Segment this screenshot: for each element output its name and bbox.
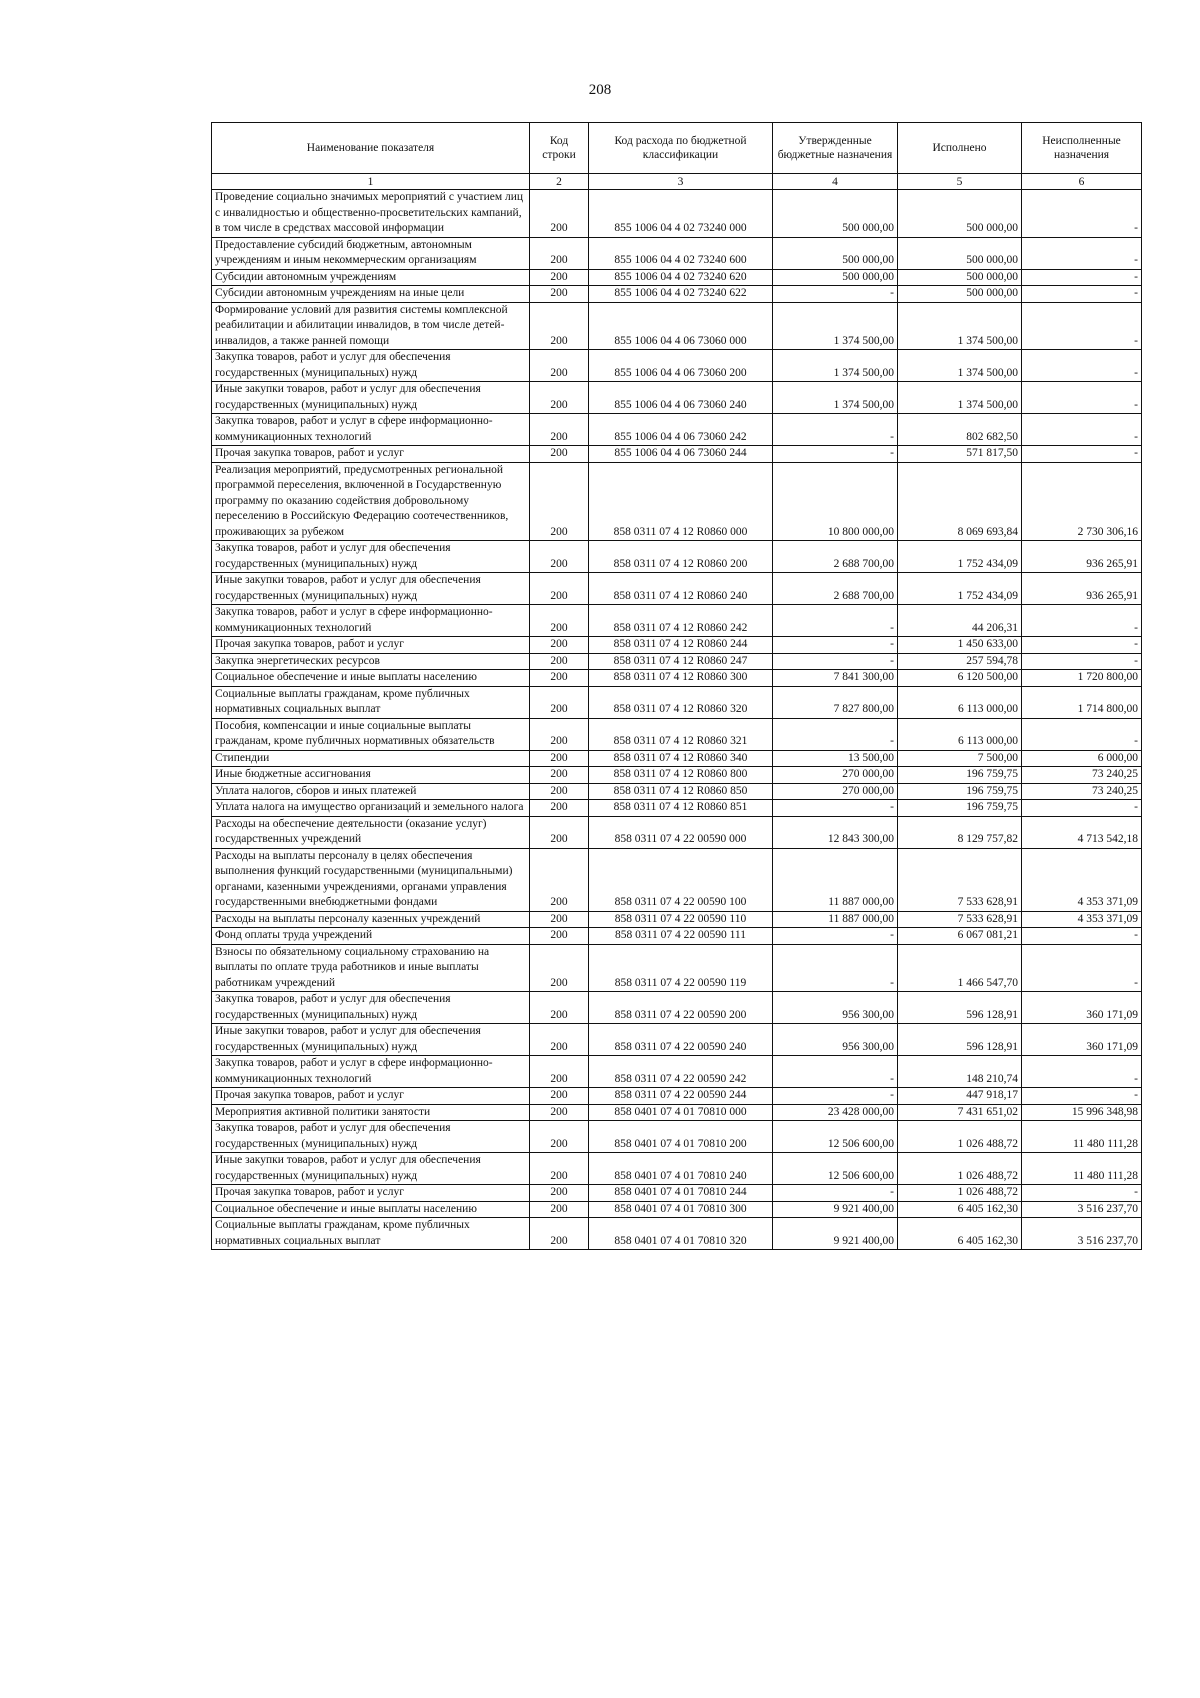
line-code: 200 (530, 1218, 589, 1250)
approved-amount: - (773, 1056, 898, 1088)
line-code: 200 (530, 414, 589, 446)
column-number: 6 (1022, 174, 1142, 190)
unexecuted-amount: - (1022, 350, 1142, 382)
unexecuted-amount: 4 713 542,18 (1022, 816, 1142, 848)
unexecuted-amount: 6 000,00 (1022, 750, 1142, 767)
executed-amount: 596 128,91 (898, 992, 1022, 1024)
table-row (212, 1056, 1142, 1088)
column-number: 2 (530, 174, 589, 190)
header-unexecuted: Неисполненные назначения (1022, 123, 1142, 174)
table-row (212, 1153, 1142, 1185)
line-code: 200 (530, 605, 589, 637)
approved-amount: 9 921 400,00 (773, 1201, 898, 1218)
indicator-name: Иные закупки товаров, работ и услуг для обеспечения государственных (муниципальных) нужд (212, 1024, 530, 1056)
unexecuted-amount: - (1022, 800, 1142, 817)
indicator-name: Проведение социально значимых мероприятий с участием лиц с инвалидностью и общественно-просветительских кампаний, в том числе в средствах массовой информации (212, 190, 530, 238)
indicator-name: Субсидии автономным учреждениям (212, 269, 530, 286)
budget-code: 858 0311 07 4 12 R0860 300 (589, 670, 773, 687)
executed-amount: 500 000,00 (898, 269, 1022, 286)
approved-amount: 1 374 500,00 (773, 350, 898, 382)
executed-amount: 6 067 081,21 (898, 928, 1022, 945)
line-code: 200 (530, 783, 589, 800)
approved-amount: 10 800 000,00 (773, 462, 898, 541)
budget-code: 855 1006 04 4 06 73060 200 (589, 350, 773, 382)
unexecuted-amount: - (1022, 446, 1142, 463)
executed-amount: 447 918,17 (898, 1088, 1022, 1105)
line-code: 200 (530, 1104, 589, 1121)
table-row (212, 767, 1142, 784)
unexecuted-amount: 4 353 371,09 (1022, 911, 1142, 928)
executed-amount: 257 594,78 (898, 653, 1022, 670)
executed-amount: 1 450 633,00 (898, 637, 1022, 654)
budget-code: 858 0311 07 4 22 00590 240 (589, 1024, 773, 1056)
budget-execution-table (211, 122, 1142, 1250)
executed-amount: 8 069 693,84 (898, 462, 1022, 541)
table-row (212, 670, 1142, 687)
table-row (212, 637, 1142, 654)
approved-amount: - (773, 718, 898, 750)
indicator-name: Пособия, компенсации и иные социальные выплаты гражданам, кроме публичных нормативных обязательств (212, 718, 530, 750)
approved-amount: - (773, 928, 898, 945)
indicator-name: Расходы на выплаты персоналу казенных учреждений (212, 911, 530, 928)
table-row (212, 1121, 1142, 1153)
table-row (212, 382, 1142, 414)
approved-amount: - (773, 605, 898, 637)
line-code: 200 (530, 767, 589, 784)
budget-code: 858 0311 07 4 22 00590 000 (589, 816, 773, 848)
indicator-name: Расходы на выплаты персоналу в целях обеспечения выполнения функций государственными (муниципальными) органами, казенными учреждениями, органами управления государственными внебюджетными фондами (212, 848, 530, 911)
table-row (212, 541, 1142, 573)
table-row (212, 446, 1142, 463)
table-row (212, 944, 1142, 992)
line-code: 200 (530, 1121, 589, 1153)
approved-amount: 2 688 700,00 (773, 573, 898, 605)
unexecuted-amount: 15 996 348,98 (1022, 1104, 1142, 1121)
line-code: 200 (530, 382, 589, 414)
approved-amount: 2 688 700,00 (773, 541, 898, 573)
line-code: 200 (530, 1153, 589, 1185)
indicator-name: Закупка товаров, работ и услуг для обеспечения государственных (муниципальных) нужд (212, 541, 530, 573)
line-code: 200 (530, 573, 589, 605)
header-budget-code: Код расхода по бюджетной классификации (589, 123, 773, 174)
executed-amount: 1 752 434,09 (898, 541, 1022, 573)
table-row (212, 783, 1142, 800)
approved-amount: - (773, 1088, 898, 1105)
executed-amount: 6 113 000,00 (898, 718, 1022, 750)
table-row (212, 269, 1142, 286)
executed-amount: 500 000,00 (898, 286, 1022, 303)
line-code: 200 (530, 237, 589, 269)
budget-code: 858 0311 07 4 22 00590 244 (589, 1088, 773, 1105)
unexecuted-amount: - (1022, 1088, 1142, 1105)
indicator-name: Иные закупки товаров, работ и услуг для обеспечения государственных (муниципальных) нужд (212, 382, 530, 414)
indicator-name: Закупка товаров, работ и услуг для обеспечения государственных (муниципальных) нужд (212, 992, 530, 1024)
table-row (212, 992, 1142, 1024)
table-row (212, 573, 1142, 605)
budget-code: 858 0311 07 4 12 R0860 340 (589, 750, 773, 767)
line-code: 200 (530, 637, 589, 654)
approved-amount: 270 000,00 (773, 783, 898, 800)
unexecuted-amount: - (1022, 718, 1142, 750)
budget-code: 855 1006 04 4 02 73240 600 (589, 237, 773, 269)
header-executed: Исполнено (898, 123, 1022, 174)
table-row (212, 1088, 1142, 1105)
table-row (212, 1201, 1142, 1218)
budget-code: 858 0311 07 4 12 R0860 851 (589, 800, 773, 817)
indicator-name: Социальные выплаты гражданам, кроме публичных нормативных социальных выплат (212, 1218, 530, 1250)
indicator-name: Закупка товаров, работ и услуг для обеспечения государственных (муниципальных) нужд (212, 1121, 530, 1153)
header-line-code: Код строки (530, 123, 589, 174)
unexecuted-amount: 4 353 371,09 (1022, 848, 1142, 911)
budget-code: 858 0401 07 4 01 70810 244 (589, 1185, 773, 1202)
table-row (212, 848, 1142, 911)
unexecuted-amount: - (1022, 653, 1142, 670)
executed-amount: 196 759,75 (898, 783, 1022, 800)
approved-amount: 12 506 600,00 (773, 1121, 898, 1153)
table-row (212, 1104, 1142, 1121)
indicator-name: Прочая закупка товаров, работ и услуг (212, 637, 530, 654)
executed-amount: 500 000,00 (898, 190, 1022, 238)
line-code: 200 (530, 1088, 589, 1105)
approved-amount: 11 887 000,00 (773, 911, 898, 928)
budget-code: 858 0311 07 4 12 R0860 244 (589, 637, 773, 654)
approved-amount: 11 887 000,00 (773, 848, 898, 911)
line-code: 200 (530, 653, 589, 670)
executed-amount: 7 500,00 (898, 750, 1022, 767)
indicator-name: Социальное обеспечение и иные выплаты населению (212, 1201, 530, 1218)
column-number-row (212, 174, 1142, 190)
unexecuted-amount: - (1022, 382, 1142, 414)
approved-amount: - (773, 414, 898, 446)
executed-amount: 6 405 162,30 (898, 1201, 1022, 1218)
table-row (212, 928, 1142, 945)
executed-amount: 7 533 628,91 (898, 848, 1022, 911)
table-row (212, 653, 1142, 670)
indicator-name: Взносы по обязательному социальному страхованию на выплаты по оплате труда работников и иные выплаты работникам учреждений (212, 944, 530, 992)
budget-code: 858 0311 07 4 12 R0860 247 (589, 653, 773, 670)
indicator-name: Фонд оплаты труда учреждений (212, 928, 530, 945)
executed-amount: 1 374 500,00 (898, 382, 1022, 414)
unexecuted-amount: - (1022, 269, 1142, 286)
budget-code: 855 1006 04 4 06 73060 244 (589, 446, 773, 463)
budget-code: 858 0311 07 4 12 R0860 200 (589, 541, 773, 573)
budget-code: 858 0311 07 4 12 R0860 800 (589, 767, 773, 784)
approved-amount: 12 506 600,00 (773, 1153, 898, 1185)
budget-code: 858 0311 07 4 12 R0860 850 (589, 783, 773, 800)
budget-code: 855 1006 04 4 02 73240 620 (589, 269, 773, 286)
approved-amount: - (773, 446, 898, 463)
indicator-name: Закупка энергетических ресурсов (212, 653, 530, 670)
unexecuted-amount: - (1022, 286, 1142, 303)
approved-amount: 1 374 500,00 (773, 302, 898, 350)
approved-amount: - (773, 800, 898, 817)
approved-amount: 7 841 300,00 (773, 670, 898, 687)
executed-amount: 500 000,00 (898, 237, 1022, 269)
line-code: 200 (530, 350, 589, 382)
header-approved: Утвержденные бюджетные назначения (773, 123, 898, 174)
table-row (212, 800, 1142, 817)
table-row (212, 605, 1142, 637)
executed-amount: 1 026 488,72 (898, 1185, 1022, 1202)
unexecuted-amount: 73 240,25 (1022, 783, 1142, 800)
unexecuted-amount: 2 730 306,16 (1022, 462, 1142, 541)
indicator-name: Закупка товаров, работ и услуг в сфере информационно-коммуникационных технологий (212, 1056, 530, 1088)
budget-code: 858 0311 07 4 22 00590 119 (589, 944, 773, 992)
indicator-name: Прочая закупка товаров, работ и услуг (212, 1088, 530, 1105)
unexecuted-amount: 936 265,91 (1022, 541, 1142, 573)
table-row (212, 414, 1142, 446)
line-code: 200 (530, 302, 589, 350)
unexecuted-amount: - (1022, 1056, 1142, 1088)
unexecuted-amount: 360 171,09 (1022, 992, 1142, 1024)
line-code: 200 (530, 541, 589, 573)
executed-amount: 196 759,75 (898, 767, 1022, 784)
indicator-name: Расходы на обеспечение деятельности (оказание услуг) государственных учреждений (212, 816, 530, 848)
approved-amount: 1 374 500,00 (773, 382, 898, 414)
indicator-name: Предоставление субсидий бюджетным, автономным учреждениям и иным некоммерческим организациям (212, 237, 530, 269)
budget-code: 858 0311 07 4 12 R0860 321 (589, 718, 773, 750)
indicator-name: Иные закупки товаров, работ и услуг для обеспечения государственных (муниципальных) нужд (212, 1153, 530, 1185)
indicator-name: Закупка товаров, работ и услуг в сфере информационно-коммуникационных технологий (212, 414, 530, 446)
executed-amount: 44 206,31 (898, 605, 1022, 637)
unexecuted-amount: - (1022, 414, 1142, 446)
approved-amount: - (773, 944, 898, 992)
unexecuted-amount: 11 480 111,28 (1022, 1121, 1142, 1153)
executed-amount: 148 210,74 (898, 1056, 1022, 1088)
executed-amount: 1 466 547,70 (898, 944, 1022, 992)
table-row (212, 718, 1142, 750)
table-row (212, 1218, 1142, 1250)
budget-code: 858 0311 07 4 12 R0860 000 (589, 462, 773, 541)
budget-code: 858 0311 07 4 22 00590 100 (589, 848, 773, 911)
indicator-name: Уплата налогов, сборов и иных платежей (212, 783, 530, 800)
unexecuted-amount: 360 171,09 (1022, 1024, 1142, 1056)
approved-amount: - (773, 637, 898, 654)
indicator-name: Иные бюджетные ассигнования (212, 767, 530, 784)
table-row (212, 286, 1142, 303)
approved-amount: - (773, 1185, 898, 1202)
line-code: 200 (530, 686, 589, 718)
indicator-name: Прочая закупка товаров, работ и услуг (212, 446, 530, 463)
table-row (212, 816, 1142, 848)
executed-amount: 6 113 000,00 (898, 686, 1022, 718)
executed-amount: 7 533 628,91 (898, 911, 1022, 928)
budget-code: 858 0311 07 4 22 00590 110 (589, 911, 773, 928)
table-row (212, 302, 1142, 350)
executed-amount: 1 026 488,72 (898, 1153, 1022, 1185)
executed-amount: 571 817,50 (898, 446, 1022, 463)
budget-code: 858 0401 07 4 01 70810 240 (589, 1153, 773, 1185)
page-number: 208 (588, 82, 612, 98)
budget-code: 855 1006 04 4 06 73060 242 (589, 414, 773, 446)
unexecuted-amount: - (1022, 944, 1142, 992)
approved-amount: 23 428 000,00 (773, 1104, 898, 1121)
budget-code: 858 0311 07 4 12 R0860 242 (589, 605, 773, 637)
line-code: 200 (530, 800, 589, 817)
unexecuted-amount: - (1022, 605, 1142, 637)
column-number: 1 (212, 174, 530, 190)
unexecuted-amount: 1 720 800,00 (1022, 670, 1142, 687)
unexecuted-amount: - (1022, 237, 1142, 269)
table-row (212, 686, 1142, 718)
line-code: 200 (530, 462, 589, 541)
line-code: 200 (530, 992, 589, 1024)
unexecuted-amount: 11 480 111,28 (1022, 1153, 1142, 1185)
table-row (212, 190, 1142, 238)
executed-amount: 6 405 162,30 (898, 1218, 1022, 1250)
table-row (212, 1185, 1142, 1202)
approved-amount: 500 000,00 (773, 190, 898, 238)
approved-amount: 270 000,00 (773, 767, 898, 784)
executed-amount: 1 374 500,00 (898, 350, 1022, 382)
executed-amount: 196 759,75 (898, 800, 1022, 817)
indicator-name: Мероприятия активной политики занятости (212, 1104, 530, 1121)
approved-amount: 956 300,00 (773, 992, 898, 1024)
indicator-name: Социальные выплаты гражданам, кроме публичных нормативных социальных выплат (212, 686, 530, 718)
indicator-name: Субсидии автономным учреждениям на иные цели (212, 286, 530, 303)
line-code: 200 (530, 286, 589, 303)
budget-code: 858 0311 07 4 22 00590 200 (589, 992, 773, 1024)
unexecuted-amount: 936 265,91 (1022, 573, 1142, 605)
column-number: 5 (898, 174, 1022, 190)
indicator-name: Социальное обеспечение и иные выплаты населению (212, 670, 530, 687)
budget-code: 858 0401 07 4 01 70810 000 (589, 1104, 773, 1121)
table-row (212, 1024, 1142, 1056)
line-code: 200 (530, 928, 589, 945)
line-code: 200 (530, 1024, 589, 1056)
indicator-name: Реализация мероприятий, предусмотренных региональной программой переселения, включенной в Государственную программу по оказанию содействия добровольному переселению в Российскую Федерацию соотечественников, проживающих за рубежом (212, 462, 530, 541)
unexecuted-amount: 1 714 800,00 (1022, 686, 1142, 718)
header-name: Наименование показателя (212, 123, 530, 174)
budget-code: 855 1006 04 4 06 73060 000 (589, 302, 773, 350)
indicator-name: Прочая закупка товаров, работ и услуг (212, 1185, 530, 1202)
indicator-name: Формирование условий для развития системы комплексной реабилитации и абилитации инвалидов, в том числе детей-инвалидов, а также ранней помощи (212, 302, 530, 350)
executed-amount: 802 682,50 (898, 414, 1022, 446)
line-code: 200 (530, 848, 589, 911)
executed-amount: 1 752 434,09 (898, 573, 1022, 605)
unexecuted-amount: 3 516 237,70 (1022, 1218, 1142, 1250)
approved-amount: 7 827 800,00 (773, 686, 898, 718)
unexecuted-amount: - (1022, 302, 1142, 350)
line-code: 200 (530, 1185, 589, 1202)
column-number: 3 (589, 174, 773, 190)
indicator-name: Стипендии (212, 750, 530, 767)
table-row (212, 462, 1142, 541)
budget-code: 858 0401 07 4 01 70810 320 (589, 1218, 773, 1250)
line-code: 200 (530, 670, 589, 687)
line-code: 200 (530, 190, 589, 238)
table-row (212, 911, 1142, 928)
approved-amount: - (773, 653, 898, 670)
unexecuted-amount: - (1022, 928, 1142, 945)
approved-amount: 13 500,00 (773, 750, 898, 767)
line-code: 200 (530, 446, 589, 463)
table-body (212, 190, 1142, 1250)
indicator-name: Закупка товаров, работ и услуг для обеспечения государственных (муниципальных) нужд (212, 350, 530, 382)
line-code: 200 (530, 750, 589, 767)
table-row (212, 750, 1142, 767)
approved-amount: 500 000,00 (773, 269, 898, 286)
budget-code: 855 1006 04 4 02 73240 622 (589, 286, 773, 303)
approved-amount: 12 843 300,00 (773, 816, 898, 848)
budget-code: 858 0311 07 4 12 R0860 240 (589, 573, 773, 605)
line-code: 200 (530, 816, 589, 848)
approved-amount: 956 300,00 (773, 1024, 898, 1056)
budget-code: 855 1006 04 4 06 73060 240 (589, 382, 773, 414)
column-number: 4 (773, 174, 898, 190)
executed-amount: 1 374 500,00 (898, 302, 1022, 350)
executed-amount: 596 128,91 (898, 1024, 1022, 1056)
unexecuted-amount: 73 240,25 (1022, 767, 1142, 784)
budget-code: 855 1006 04 4 02 73240 000 (589, 190, 773, 238)
unexecuted-amount: 3 516 237,70 (1022, 1201, 1142, 1218)
approved-amount: 9 921 400,00 (773, 1218, 898, 1250)
executed-amount: 8 129 757,82 (898, 816, 1022, 848)
approved-amount: - (773, 286, 898, 303)
line-code: 200 (530, 911, 589, 928)
indicator-name: Иные закупки товаров, работ и услуг для обеспечения государственных (муниципальных) нужд (212, 573, 530, 605)
executed-amount: 7 431 651,02 (898, 1104, 1022, 1121)
header-row (212, 123, 1142, 174)
line-code: 200 (530, 269, 589, 286)
table-row (212, 350, 1142, 382)
unexecuted-amount: - (1022, 190, 1142, 238)
indicator-name: Закупка товаров, работ и услуг в сфере информационно-коммуникационных технологий (212, 605, 530, 637)
line-code: 200 (530, 944, 589, 992)
indicator-name: Уплата налога на имущество организаций и земельного налога (212, 800, 530, 817)
budget-code: 858 0401 07 4 01 70810 300 (589, 1201, 773, 1218)
table-row (212, 237, 1142, 269)
line-code: 200 (530, 1056, 589, 1088)
approved-amount: 500 000,00 (773, 237, 898, 269)
budget-code: 858 0311 07 4 12 R0860 320 (589, 686, 773, 718)
budget-code: 858 0401 07 4 01 70810 200 (589, 1121, 773, 1153)
unexecuted-amount: - (1022, 637, 1142, 654)
unexecuted-amount: - (1022, 1185, 1142, 1202)
line-code: 200 (530, 1201, 589, 1218)
budget-code: 858 0311 07 4 22 00590 242 (589, 1056, 773, 1088)
executed-amount: 6 120 500,00 (898, 670, 1022, 687)
executed-amount: 1 026 488,72 (898, 1121, 1022, 1153)
budget-code: 858 0311 07 4 22 00590 111 (589, 928, 773, 945)
line-code: 200 (530, 718, 589, 750)
